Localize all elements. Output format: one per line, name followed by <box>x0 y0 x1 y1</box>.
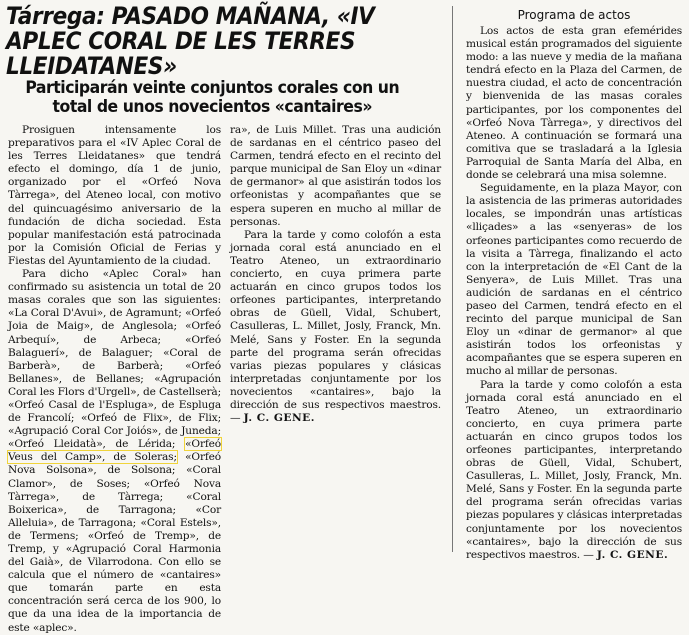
paragraph-concert <box>466 379 682 562</box>
article-headline: Tárrega: PASADO MAÑANA, «IV APLEC CORAL DE LES TERRES LLEIDATANES» <box>6 2 375 80</box>
program-title: Programa de actos <box>517 8 631 22</box>
article-column-1 <box>8 124 221 635</box>
highlighted-text: «Orfeó Veus del Camp», de Soleras; <box>8 438 221 464</box>
text-run: «Orfeó Nova Solsona», de Solsona; «Coral Clamor», de Soses; «Orfeó Nova Tàrrega», de Tàrrega; «Coral Boixerica», de Tarragona; «Cor Alleluia», de Tarragona; «Coral Estels», de Termens; «Orfeó de Tremp», de Tremp, y «Agrupació Coral Harmonia del Gaià», de Vilarrodona. Con ello se calcula que el número de «cantaires» que tomarán parte en esta concentración será cerca de los 900, lo que da una idea de la importancia de este «aplec». <box>8 451 221 634</box>
text-run: Para la tarde y como colofón a esta jornada coral está anunciado en el Teatro Ateneo, un extraordinario concierto, en cuya primera parte actuarán en cinco grupos todos los orfeones participantes, interpretando obras de Güell, Vidal, Schubert, Casulleras, L. Millet, Josly, Franck, Mn. Melé, Sans y Foster. En la segunda parte del programa serán ofrecidas varias piezas populares y clásicas interpretadas conjuntamente por los novecientos «cantaires», bajo la dirección de sus respectivos maestros. — <box>230 228 441 425</box>
program-column <box>466 25 682 562</box>
text-run: Para la tarde y como colofón a esta jornada coral está anunciado en el Teatro Ateneo, un extraordinario concierto, en cuya primera parte actuarán en cinco grupos todos los orfeones participantes, interpretando obras de Güell, Vidal, Schubert, Casulleras, L. Millet, Josly, Franck, Mn. Melé, Sans y Foster. En la segunda parte del programa serán ofrecidas varias piezas populares y clásicas interpretadas conjuntamente por los novecientos «cantaires», bajo la dirección de sus respectivos maestros. — <box>466 378 682 561</box>
paragraph: Prosiguen intensamente los preparativos para el «IV Aplec Coral de les Terres Lleidatanes» que tendrá efecto el domingo, día 1 de junio, organizado por el «Orfeó Nova Tàrrega», del Ateneo local, con motivo del quincuagésimo aniversario de la fundación de dicha sociedad. Esta popular manifestación está patrocinada por la Comisión Oficial de Ferias y Fiestas del Ayuntamiento de la ciudad. <box>8 124 221 267</box>
text-run: Para dicho «Aplec Coral» han confirmado su asistencia un total de 20 masas corales que son las siguientes: «La Coral D'Avui», de Agramunt; «Orfeó Joia de Maig», de Anglesola; «Orfeó Arbequí», de Arbeca; «Orfeó Balaguerí», de Balaguer; «Coral de Barberà», de Barberà; «Orfeó Bellanes», de Bellanes; «Agrupación Coral les Flors d'Urgell», de Castellserà; «Orfeó Casal de l'Espluga», de Espluga de Francolí; «Orfeó de Flix», de Flix; «Agrupació Coral Cor Joiós», de Juneda; «Orfeó Lleidatà», de Lérida; <box>8 268 221 451</box>
article-column-2 <box>230 124 441 425</box>
paragraph-concert <box>230 229 441 425</box>
paragraph: Los actos de esta gran efemérides musical están programados del siguiente modo: a las nueve y media de la mañana tendrá efecto en la Plaza del Carmen, de nuestra ciudad, el acto de concentración y bienvenida de las masas corales participantes, por los componentes del «Orfeó Nova Tàrrega», y directivos del Ateneo. A continuación se formará una comitiva que se trasladará a la Iglesia Parroquial de Santa María del Alba, en donde se celebrará una misa solemne. <box>466 25 682 182</box>
paragraph-choirs <box>8 268 221 635</box>
author-signature: J. C. GENE. <box>243 412 315 425</box>
author-signature: J. C. GENE. <box>596 548 669 561</box>
paragraph: Seguidamente, en la plaza Mayor, con la asistencia de las primeras autoridades locales, se impondrán unas artísticas «lliçades» a las «senyeras» de los orfeones participantes como recuerdo de la visita a Tàrrega, finalizando el acto con la interpretación de «El Cant de la Senyera», de Luis Millet. Tras una audición de sardanas en el céntrico paseo del Carmen, tendrá efecto en el recinto del parque municipal de San Eloy un «dinar de germanor» al que asistirán todos los orfeonistas y acompañantes que se espera superen en mucho al millar de personas. <box>466 182 682 378</box>
paragraph: ra», de Luis Millet. Tras una audición de sardanas en el céntrico paseo del Carmen, tendrá efecto en el recinto del parque municipal de San Eloy un «dinar de germanor» al que asistirán todos los orfeonistas y acompañantes que se espera superen en mucho al millar de personas. <box>230 124 441 228</box>
article-subhead: Participarán veinte conjuntos corales con un total de unos novecientos «cantaires» <box>25 78 400 116</box>
column-divider <box>452 6 453 552</box>
